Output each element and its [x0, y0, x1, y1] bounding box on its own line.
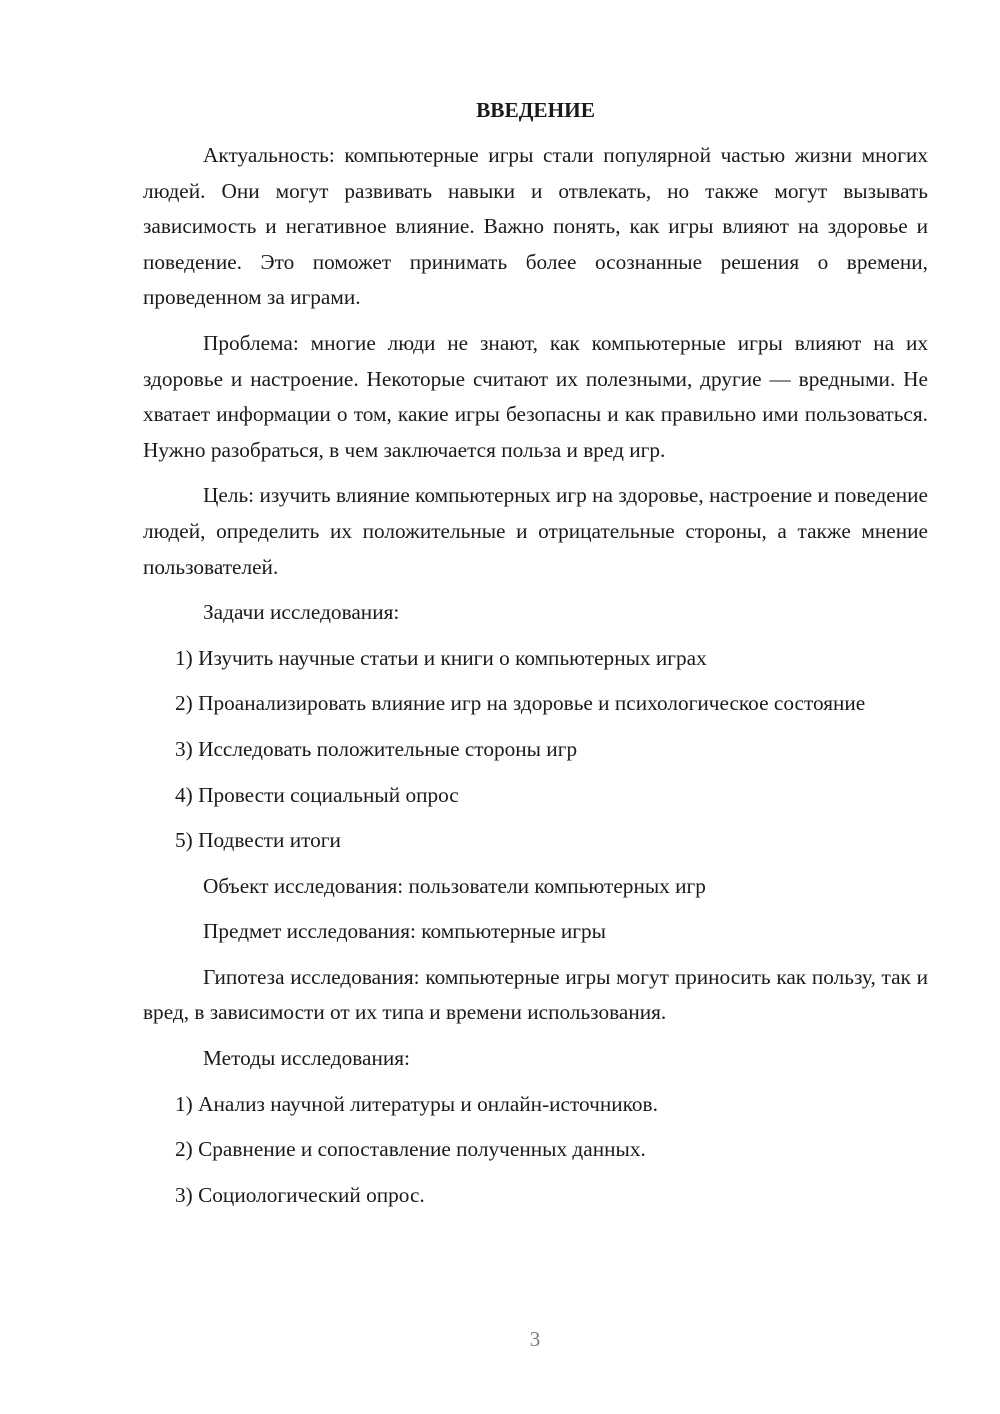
problem-paragraph: Проблема: многие люди не знают, как компьютерные игры влияют на их здоровье и настроение. Некоторые считают их полезными, другие — вредными. Не хватает информации о том, какие игры безопасны и как правильно ими пользоваться. Нужно разобраться, в чем заключается польза и вред игр. [143, 330, 928, 462]
method-item: 2) Сравнение и сопоставление полученных данных. [175, 1137, 646, 1162]
research-subject: Предмет исследования: компьютерные игры [203, 919, 606, 944]
method-item: 3) Социологический опрос. [175, 1182, 425, 1207]
document-page [143, 92, 928, 1223]
goal-paragraph: Цель: изучить влияние компьютерных игр на здоровье, настроение и поведение людей, определить их положительные и отрицательные стороны, а также мнение пользователей. [143, 483, 928, 579]
task-item: 5) Подвести итоги [175, 828, 341, 853]
task-item: 3) Исследовать положительные стороны игр [175, 736, 578, 761]
method-item: 1) Анализ научной литературы и онлайн-источников. [175, 1091, 658, 1116]
methods-heading: Методы исследования: [203, 1046, 410, 1071]
section-title: ВВЕДЕНИЕ [476, 98, 595, 122]
page-number: 3 [529, 1327, 541, 1351]
task-item: 4) Провести социальный опрос [175, 782, 459, 807]
task-item: 1) Изучить научные статьи и книги о компьютерных играх [175, 645, 707, 670]
hypothesis-paragraph: Гипотеза исследования: компьютерные игры могут приносить как пользу, так и вред, в зависимости от их типа и времени использования. [143, 964, 928, 1025]
tasks-heading: Задачи исследования: [203, 600, 400, 625]
relevance-paragraph: Актуальность: компьютерные игры стали популярной частью жизни многих людей. Они могут развивать навыки и отвлекать, но также могут вызывать зависимость и негативное влияние. Важно понять, как игры влияют на здоровье и поведение. Это поможет принимать более осознанные решения о времени, проведенном за играми. [143, 143, 928, 310]
task-item: 2) Проанализировать влияние игр на здоровье и психологическое состояние [175, 691, 866, 716]
research-object: Объект исследования: пользователи компьютерных игр [203, 873, 706, 898]
